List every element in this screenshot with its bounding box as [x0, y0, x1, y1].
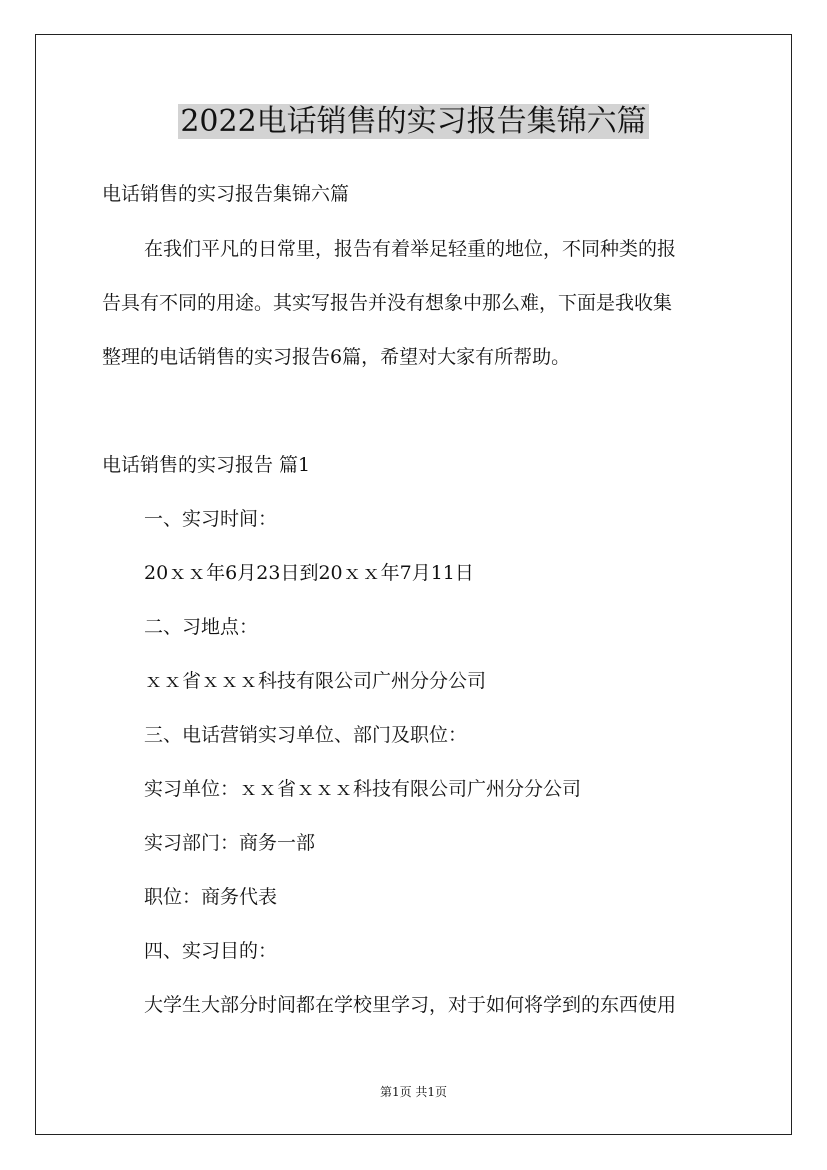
section-line-location-heading: 二、习地点：: [144, 616, 259, 638]
section-line-department: 实习部门：商务一部: [144, 832, 316, 854]
section-line-unit: 实习单位：ｘｘ省ｘｘｘ科技有限公司广州分分公司: [144, 778, 582, 800]
section-line-location: ｘｘ省ｘｘｘ科技有限公司广州分分公司: [144, 670, 487, 692]
section-line-purpose-text: 大学生大部分时间都在学校里学习，对于如何将学到的东西使用: [144, 994, 677, 1016]
section-heading: 电话销售的实习报告 篇1: [102, 454, 311, 476]
section-line-position: 职位：商务代表: [144, 886, 278, 908]
intro-line-3: 整理的电话销售的实习报告6篇，希望对大家有所帮助。: [102, 346, 571, 368]
intro-line-2: 告具有不同的用途。其实写报告并没有想象中那么难，下面是我收集: [102, 292, 673, 314]
section-line-purpose-heading: 四、实习目的：: [144, 940, 278, 962]
page-footer: [0, 1084, 827, 1100]
document-subtitle: 电话销售的实习报告集锦六篇: [102, 183, 350, 205]
section-line-internship-time-heading: 一、实习时间：: [144, 508, 278, 530]
document-title-text: 2022电话销售的实习报告集锦六篇: [180, 104, 647, 139]
intro-line-1: 在我们平凡的日常里，报告有着举足轻重的地位，不同种类的报: [144, 238, 677, 260]
page-number: 第1页 共1页: [379, 1085, 448, 1099]
section-line-internship-dates: 20ｘｘ年6月23日到20ｘｘ年7月11日: [144, 562, 474, 584]
section-line-unit-heading: 三、电话营销实习单位、部门及职位：: [144, 724, 468, 746]
document-title: [0, 100, 827, 144]
